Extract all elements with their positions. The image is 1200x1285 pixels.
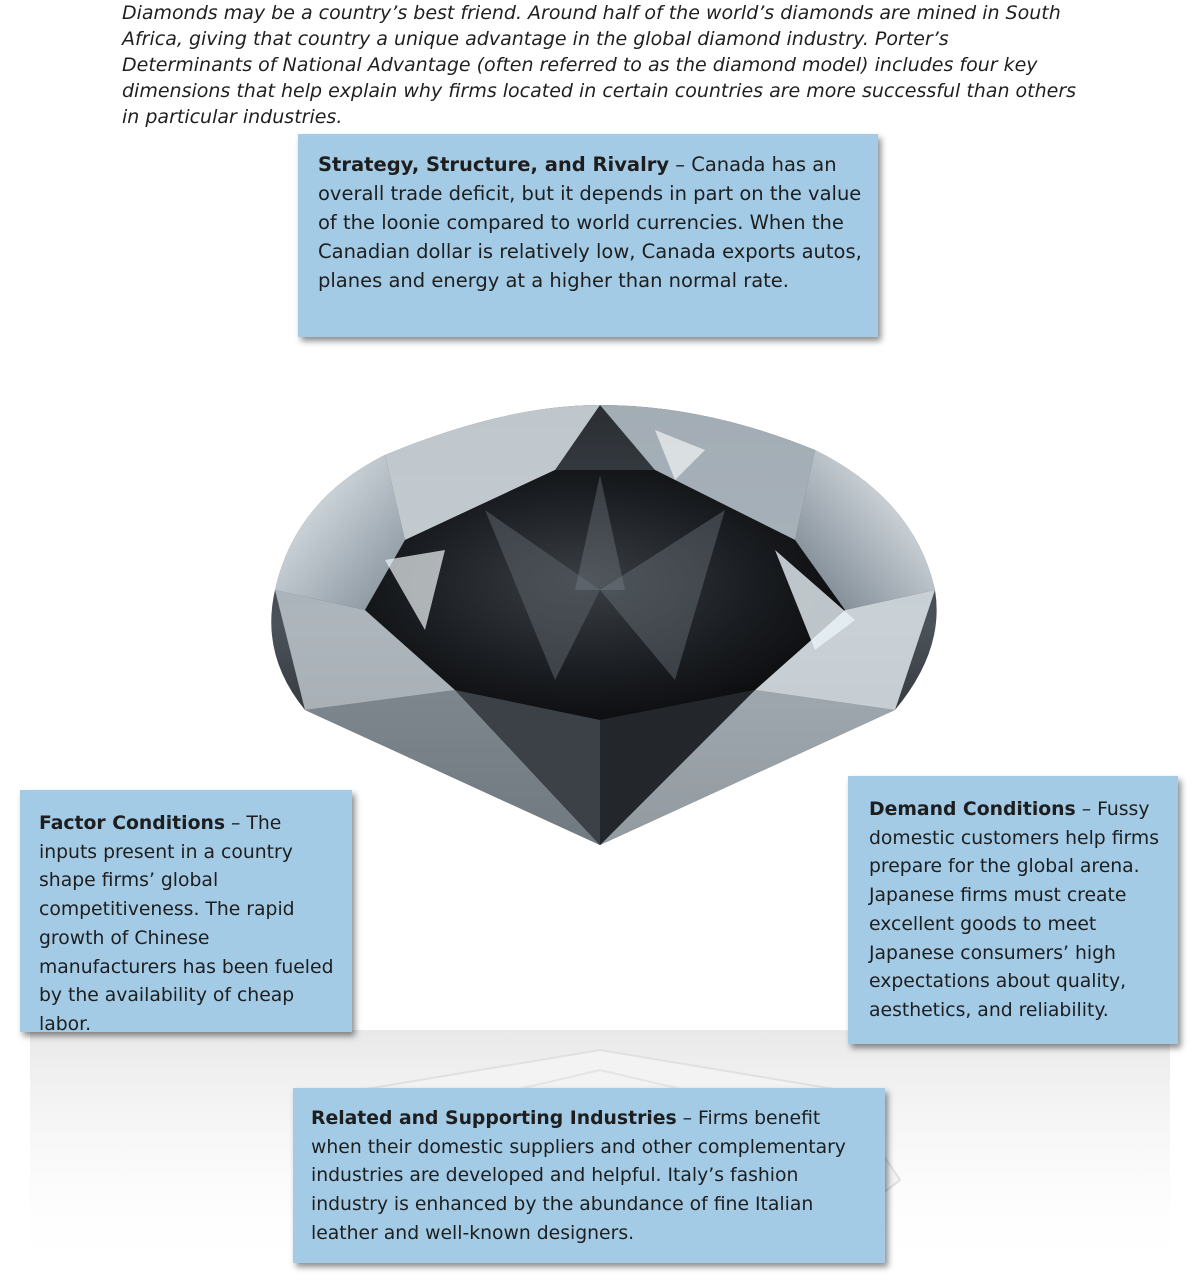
demand-title: Demand Conditions <box>869 799 1076 820</box>
factor-title: Factor Conditions <box>39 813 226 834</box>
related-title: Related and Supporting Industries <box>311 1108 677 1129</box>
demand-conditions-box <box>848 776 1178 1044</box>
strategy-body: – Canada has an overall trade deficit, but it depends in part on the value of the loonie compared to world currencies. When the Canadian dollar is relatively low, Canada exports autos, planes and energy at a higher than normal rate. <box>318 153 862 292</box>
strategy-title: Strategy, Structure, and Rivalry <box>318 153 670 176</box>
strategy-structure-rivalry-box <box>298 134 878 337</box>
related-body: – Firms benefit when their domestic suppliers and other complementary industries are developed and helpful. Italy’s fashion industry is enhanced by the abundance of fine Italian leather and well-known designers. <box>311 1108 846 1244</box>
demand-body: – Fussy domestic customers help firms prepare for the global arena. Japanese firms must create excellent goods to meet Japanese consumers’ high expectations about quality, aesthetics, and reliability. <box>869 799 1159 1021</box>
factor-conditions-box <box>20 790 352 1035</box>
related-supporting-industries-box <box>293 1088 885 1263</box>
diamond-illustration <box>255 390 945 860</box>
factor-body: – The inputs present in a country shape firms’ global competitiveness. The rapid growth of Chinese manufacturers has been fueled by the availability of cheap labor. <box>39 813 334 1035</box>
intro-paragraph: Diamonds may be a country’s best friend. Around half of the world’s diamonds are mined in South Africa, giving that country a unique advantage in the global diamond industry. Porter’s Determinants of National Advantage (often referred to as the diamond model) includes four key dimensions that help explain why firms located in certain countries are more successful than others in particular industries. <box>122 2 1077 128</box>
